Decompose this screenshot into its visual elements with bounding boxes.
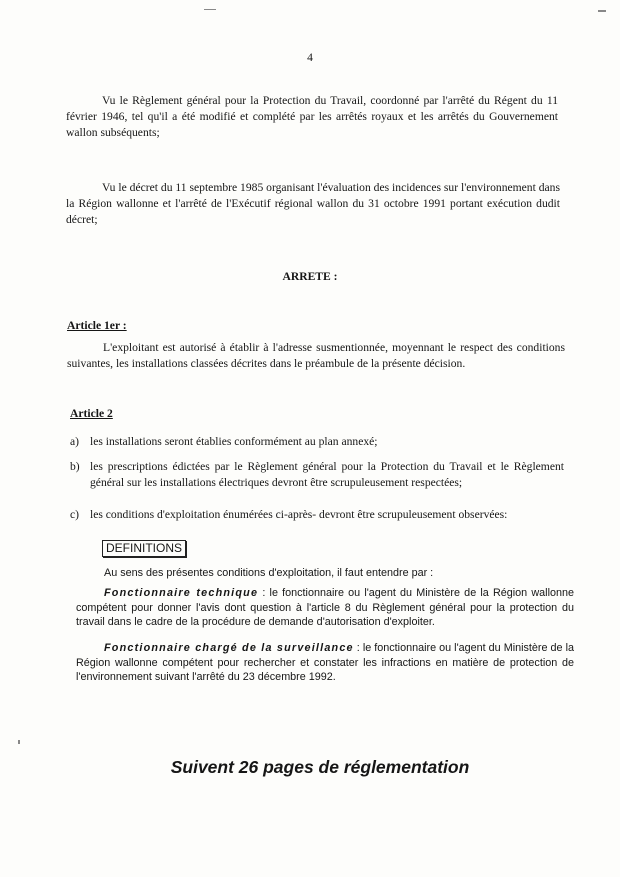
scan-mark <box>18 740 20 744</box>
definition-entry <box>76 586 574 630</box>
definition-text: : le fonctionnaire ou l'agent du Ministère de la Région wallonne compétent pour donner l'avis dont question à l'article 8 du Règlement général pour la protection du travail dans le cadre de la procédure de demande d'autorisation d'exploiter. <box>76 587 574 628</box>
definition-term: Fonctionnaire technique <box>104 587 259 599</box>
list-item-label: c) <box>70 508 80 521</box>
recital-decret: Vu le décret du 11 septembre 1985 organisant l'évaluation des incidences sur l'environnement dans la Région wallonne et l'arrêté de l'Exécutif régional wallon du 31 octobre 1991 portant exécution dudit décret; <box>66 181 560 226</box>
arrete-heading: ARRETE : <box>282 270 338 283</box>
recital-reglement: Vu le Règlement général pour la Protection du Travail, coordonné par l'arrêté du Régent du 11 février 1946, tel qu'il a été modifié et complété par les arrêtés royaux et les arrêtés du Gouvernement wallon subséquents; <box>66 94 558 139</box>
list-item <box>70 459 564 491</box>
article-2-heading: Article 2 <box>70 407 113 420</box>
article-1-heading: Article 1er : <box>67 319 127 332</box>
list-item-text: les prescriptions édictées par le Règlement général pour la Protection du Travail et le Règlement général sur les installations électriques devront être scrupuleusement respectées; <box>90 460 564 489</box>
list-item-label: b) <box>70 460 80 473</box>
definition-term: Fonctionnaire chargé de la surveillance <box>104 642 354 654</box>
closing-note: Suivent 26 pages de réglementation <box>170 757 470 777</box>
scan-mark <box>204 9 216 10</box>
definitions-box: DEFINITIONS <box>102 540 186 557</box>
definitions-intro: Au sens des présentes conditions d'exploitation, il faut entendre par : <box>104 567 434 579</box>
page-number: 4 <box>307 51 313 64</box>
scan-mark <box>598 10 606 12</box>
definition-text: : le fonctionnaire ou l'agent du Ministère de la Région wallonne compétent pour rechercher et constater les infractions en matière de protection de l'environnement suivant l'arrêté du 23 décembre 1992. <box>76 642 575 683</box>
list-item-text: les installations seront établies conformément au plan annexé; <box>90 435 378 448</box>
definition-entry <box>76 641 574 685</box>
article-1-text: L'exploitant est autorisé à établir à l'adresse susmentionnée, moyennant le respect des conditions suivantes, les installations classées décrites dans le préambule de la présente décision. <box>67 341 565 370</box>
list-item <box>70 507 564 523</box>
list-item-text: les conditions d'exploitation énumérées ci-après- devront être scrupuleusement observées: <box>90 508 508 521</box>
list-item-label: a) <box>70 435 80 448</box>
list-item <box>70 434 564 450</box>
